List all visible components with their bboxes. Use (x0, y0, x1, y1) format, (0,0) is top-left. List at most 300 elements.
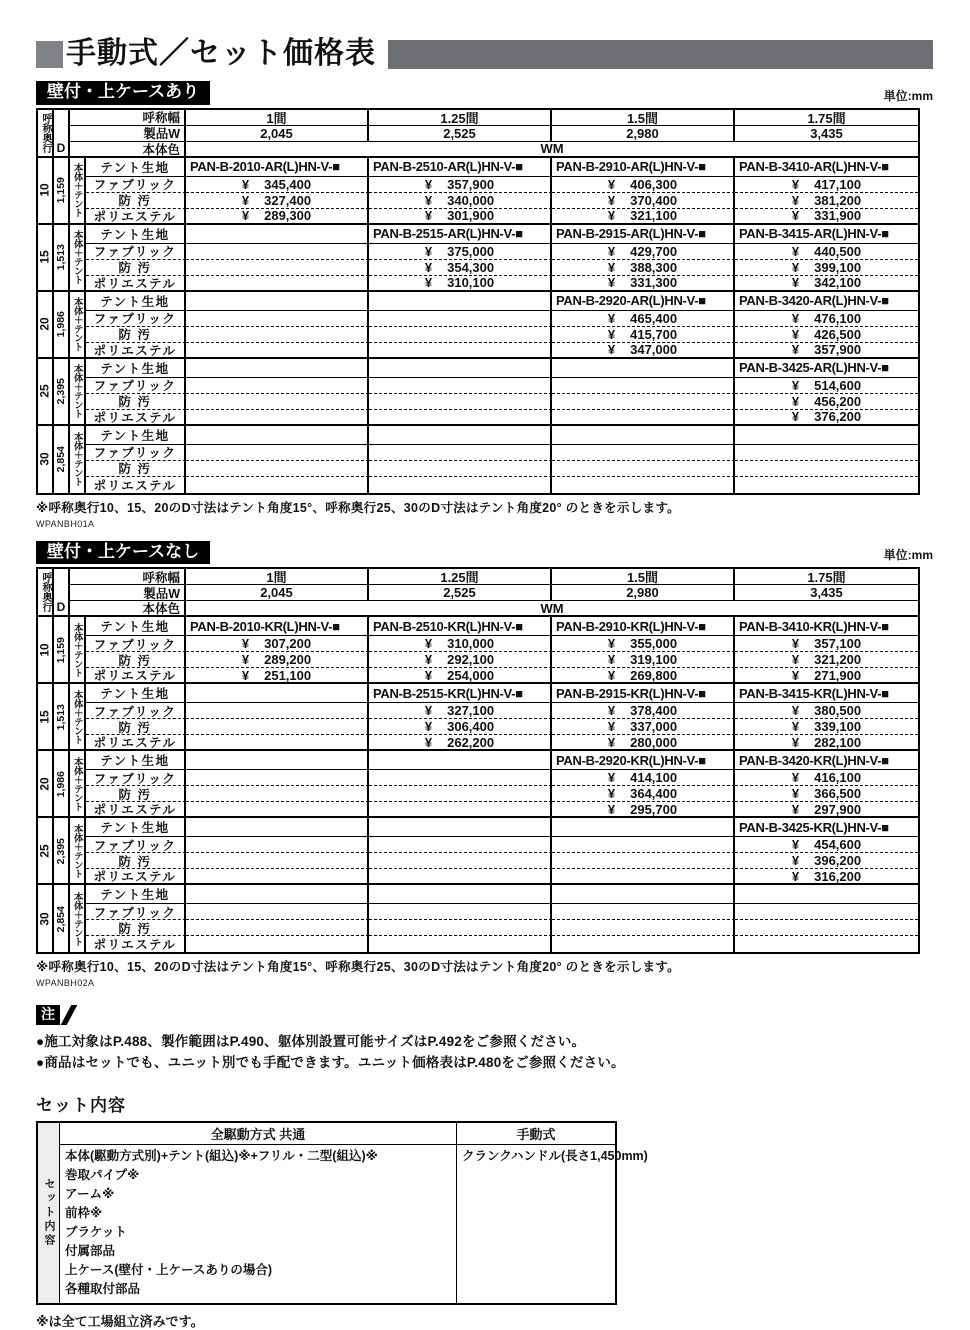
yen-sign: ¥ (791, 243, 800, 259)
price-value: 316,200 (814, 869, 862, 884)
spec-label: ファブリック (86, 445, 186, 461)
yen-sign: ¥ (607, 310, 616, 326)
price-cell (552, 461, 735, 477)
price-cell (369, 244, 552, 260)
price-value: 310,000 (447, 636, 495, 652)
spec-label: 防 汚 (86, 920, 186, 936)
spec-label: 防 汚 (86, 786, 186, 802)
price-cell (552, 936, 735, 952)
depth-axis-label: 呼称奥行 (38, 569, 54, 617)
product-code: PAN-B-2920-KR(L)HN-V-■ (552, 751, 735, 770)
set-manual-items (457, 1145, 648, 1303)
price-cell (369, 735, 552, 751)
product-code: PAN-B-2010-KR(L)HN-V-■ (186, 617, 369, 636)
header-row-label: 製品W (70, 126, 186, 142)
spec-label: ポリエステル (86, 936, 186, 952)
set-contents-table (36, 1121, 648, 1305)
spec-label: ポリエステル (86, 802, 186, 818)
set-footnote: ※は全て工場組立済みです。 (36, 1314, 204, 1330)
price-value: 307,200 (264, 636, 312, 652)
yen-sign: ¥ (241, 192, 250, 208)
product-code (186, 426, 369, 445)
yen-sign: ¥ (791, 636, 800, 652)
price-cell (552, 802, 735, 818)
product-code (369, 751, 552, 770)
product-code (552, 818, 735, 837)
set-column-header-manual: 手動式 (457, 1123, 615, 1145)
d-value: 2,854 (54, 426, 70, 493)
spec-label: ファブリック (86, 770, 186, 786)
set-item: 各種取付部品 (65, 1282, 141, 1297)
price-cell (552, 770, 735, 786)
yen-sign: ¥ (791, 192, 800, 208)
product-code: PAN-B-2915-AR(L)HN-V-■ (552, 225, 735, 244)
price-cell (186, 636, 369, 652)
yen-sign: ¥ (791, 208, 800, 224)
price-cell (369, 311, 552, 327)
set-column-header-common: 全駆動方式 共通 (60, 1123, 457, 1145)
set-contents-heading: セット内容 (36, 1096, 126, 1116)
header-row-label: 本体色 (70, 142, 186, 158)
spec-label: テント生地 (86, 617, 186, 636)
depth-value: 20 (38, 751, 54, 818)
price-cell (735, 786, 918, 802)
yen-sign: ¥ (791, 342, 800, 358)
price-cell (369, 177, 552, 193)
price-cell (552, 636, 735, 652)
yen-sign: ¥ (791, 703, 800, 719)
price-value: 388,300 (630, 259, 678, 275)
d-value: 1,159 (54, 158, 70, 225)
unit-composition-label: 本体＋テント (70, 225, 86, 292)
d-value: 1,513 (54, 225, 70, 292)
table-footnote: ※呼称奥行10、15、20のD寸法はテント角度15°、呼称奥行25、30のD寸法はテント角度20° のときを示します。 (36, 960, 680, 975)
price-cell (735, 770, 918, 786)
product-code: PAN-B-3415-KR(L)HN-V-■ (735, 684, 918, 703)
price-value: 321,100 (630, 208, 678, 224)
body-color-value: WM (186, 601, 918, 617)
yen-sign: ¥ (607, 326, 616, 342)
product-code (186, 818, 369, 837)
depth-value: 10 (38, 158, 54, 225)
product-code (186, 885, 369, 904)
yen-sign: ¥ (241, 668, 250, 683)
price-cell (552, 311, 735, 327)
spec-label: テント生地 (86, 818, 186, 837)
spec-label: 防 汚 (86, 853, 186, 869)
price-value: 414,100 (630, 770, 678, 786)
spec-label: 防 汚 (86, 652, 186, 668)
product-width-value: 2,045 (186, 585, 369, 601)
price-cell (369, 869, 552, 885)
price-cell (186, 802, 369, 818)
yen-sign: ¥ (607, 735, 616, 750)
price-cell (186, 311, 369, 327)
price-cell (186, 177, 369, 193)
price-cell (735, 276, 918, 292)
product-width-value: 2,980 (552, 126, 735, 142)
spec-label: ファブリック (86, 636, 186, 652)
yen-sign: ¥ (791, 377, 800, 393)
price-value: 399,100 (814, 259, 862, 275)
price-cell (552, 735, 735, 751)
price-value: 295,700 (630, 802, 678, 817)
price-cell (369, 343, 552, 359)
price-cell (552, 378, 735, 394)
note-item: ●施工対象はP.488、製作範囲はP.490、躯体別設置可能サイズはP.492をご参照ください。 (36, 1034, 586, 1050)
table-footnote: ※呼称奥行10、15、20のD寸法はテント角度15°、呼称奥行25、30のD寸法はテント角度20° のときを示します。 (36, 500, 680, 515)
price-cell (186, 461, 369, 477)
yen-sign: ¥ (791, 735, 800, 750)
price-cell (369, 703, 552, 719)
depth-value: 20 (38, 292, 54, 359)
yen-sign: ¥ (791, 770, 800, 786)
unit-composition-label: 本体＋テント (70, 158, 86, 225)
price-cell (369, 477, 552, 493)
spec-label: ファブリック (86, 177, 186, 193)
width-header: 1.75間 (735, 110, 918, 126)
product-code (735, 885, 918, 904)
price-cell (186, 327, 369, 343)
product-code: PAN-B-3410-KR(L)HN-V-■ (735, 617, 918, 636)
price-cell (735, 193, 918, 209)
yen-sign: ¥ (424, 176, 433, 192)
price-value: 381,200 (814, 192, 862, 208)
price-cell (186, 786, 369, 802)
price-value: 380,500 (814, 703, 862, 719)
unit-composition-label: 本体＋テント (70, 684, 86, 751)
unit-composition-label: 本体＋テント (70, 751, 86, 818)
spec-label: 防 汚 (86, 461, 186, 477)
title-square-icon (36, 41, 63, 68)
page-title: 手動式／セット価格表 (66, 37, 376, 70)
spec-label: テント生地 (86, 426, 186, 445)
set-side-label-text: セット内容 (43, 1178, 55, 1249)
price-cell (552, 719, 735, 735)
price-cell (186, 394, 369, 410)
yen-sign: ¥ (607, 243, 616, 259)
depth-value: 30 (38, 426, 54, 493)
yen-sign: ¥ (241, 636, 250, 652)
yen-sign: ¥ (791, 837, 800, 853)
spec-label: 防 汚 (86, 260, 186, 276)
price-value: 297,900 (814, 802, 862, 817)
price-cell (552, 703, 735, 719)
width-header: 1.5間 (552, 569, 735, 585)
spec-label: ポリエステル (86, 410, 186, 426)
price-value: 406,300 (630, 176, 678, 192)
product-code (369, 818, 552, 837)
header-row-label: 呼称幅 (70, 569, 186, 585)
price-value: 339,100 (814, 719, 862, 735)
price-value: 456,200 (814, 393, 862, 409)
product-width-value: 2,525 (369, 126, 552, 142)
price-cell (186, 410, 369, 426)
set-item: 本体(駆動方式別)+テント(組込)※+フリル・二型(組込)※ (65, 1149, 378, 1164)
yen-sign: ¥ (607, 342, 616, 358)
spec-label: 防 汚 (86, 719, 186, 735)
yen-sign: ¥ (791, 310, 800, 326)
price-value: 514,600 (814, 377, 862, 393)
price-value: 347,000 (630, 342, 678, 358)
d-value: 1,986 (54, 292, 70, 359)
note-item: ●商品はセットでも、ユニット別でも手配できます。ユニット価格表はP.480をご参照ください。 (36, 1055, 625, 1071)
body-color-value: WM (186, 142, 918, 158)
product-code (186, 225, 369, 244)
price-value: 454,600 (814, 837, 862, 853)
spec-label: テント生地 (86, 225, 186, 244)
price-value: 465,400 (630, 310, 678, 326)
price-cell (735, 343, 918, 359)
set-side-label (38, 1123, 60, 1303)
d-value: 2,395 (54, 818, 70, 885)
price-value: 417,100 (814, 176, 862, 192)
product-code (369, 885, 552, 904)
product-code: PAN-B-2915-KR(L)HN-V-■ (552, 684, 735, 703)
depth-value: 15 (38, 225, 54, 292)
spec-label: ファブリック (86, 311, 186, 327)
yen-sign: ¥ (607, 719, 616, 735)
price-cell (552, 445, 735, 461)
d-value: 1,513 (54, 684, 70, 751)
depth-value: 25 (38, 359, 54, 426)
price-cell (735, 410, 918, 426)
price-cell (735, 477, 918, 493)
product-width-value: 2,045 (186, 126, 369, 142)
yen-sign: ¥ (607, 176, 616, 192)
yen-sign: ¥ (607, 770, 616, 786)
yen-sign: ¥ (607, 786, 616, 802)
price-cell (735, 636, 918, 652)
spec-label: テント生地 (86, 158, 186, 177)
price-value: 310,100 (447, 275, 495, 291)
yen-sign: ¥ (424, 719, 433, 735)
price-cell (735, 445, 918, 461)
spec-label: テント生地 (86, 292, 186, 311)
price-cell (369, 786, 552, 802)
price-cell (735, 703, 918, 719)
notes-section (36, 1004, 933, 1073)
price-value: 321,200 (814, 652, 862, 668)
price-cell (369, 410, 552, 426)
depth-value: 30 (38, 885, 54, 952)
spec-label: テント生地 (86, 751, 186, 770)
yen-sign: ¥ (424, 259, 433, 275)
product-code: PAN-B-3415-AR(L)HN-V-■ (735, 225, 918, 244)
yen-sign: ¥ (791, 786, 800, 802)
price-cell (186, 652, 369, 668)
yen-sign: ¥ (424, 703, 433, 719)
product-code: PAN-B-3420-KR(L)HN-V-■ (735, 751, 918, 770)
price-table-without-case (36, 567, 920, 954)
yen-sign: ¥ (424, 652, 433, 668)
product-code (552, 426, 735, 445)
price-cell (735, 244, 918, 260)
header-row-label: 呼称幅 (70, 110, 186, 126)
price-cell (735, 209, 918, 225)
price-cell (735, 311, 918, 327)
price-value: 440,500 (814, 243, 862, 259)
page-title-row (36, 36, 933, 72)
spec-label: テント生地 (86, 684, 186, 703)
price-value: 345,400 (264, 176, 312, 192)
yen-sign: ¥ (607, 703, 616, 719)
yen-sign: ¥ (791, 668, 800, 683)
price-cell (552, 244, 735, 260)
product-code (552, 885, 735, 904)
price-cell (369, 461, 552, 477)
d-value: 1,986 (54, 751, 70, 818)
spec-label: ファブリック (86, 703, 186, 719)
price-cell (735, 461, 918, 477)
product-code: PAN-B-2910-AR(L)HN-V-■ (552, 158, 735, 177)
price-cell (552, 904, 735, 920)
spec-label: ポリエステル (86, 668, 186, 684)
unit-composition-label: 本体＋テント (70, 359, 86, 426)
price-value: 262,200 (447, 735, 495, 750)
yen-sign: ¥ (607, 652, 616, 668)
price-cell (735, 719, 918, 735)
product-code: PAN-B-3420-AR(L)HN-V-■ (735, 292, 918, 311)
yen-sign: ¥ (424, 735, 433, 750)
price-table-with-case (36, 108, 920, 495)
spec-label: ポリエステル (86, 869, 186, 885)
width-header: 1間 (186, 110, 369, 126)
section-with-upper-case (36, 81, 933, 529)
price-cell (735, 904, 918, 920)
yen-sign: ¥ (424, 275, 433, 291)
price-cell (735, 394, 918, 410)
section-badge-without-case: 壁付・上ケースなし (36, 541, 210, 565)
price-cell (552, 177, 735, 193)
price-value: 370,400 (630, 192, 678, 208)
price-value: 342,100 (814, 275, 862, 291)
yen-sign: ¥ (241, 176, 250, 192)
yen-sign: ¥ (791, 259, 800, 275)
price-cell (552, 327, 735, 343)
price-value: 357,900 (447, 176, 495, 192)
set-common-items (60, 1145, 457, 1303)
price-value: 476,100 (814, 310, 862, 326)
price-value: 306,400 (447, 719, 495, 735)
spec-label: 防 汚 (86, 327, 186, 343)
note-badge-row (36, 1004, 933, 1026)
price-value: 426,500 (814, 326, 862, 342)
price-value: 416,100 (814, 770, 862, 786)
set-item: ブラケット (65, 1225, 127, 1240)
price-value: 327,400 (264, 192, 312, 208)
product-code: PAN-B-3425-KR(L)HN-V-■ (735, 818, 918, 837)
product-width-value: 3,435 (735, 585, 918, 601)
price-cell (369, 668, 552, 684)
price-cell (186, 193, 369, 209)
yen-sign: ¥ (424, 636, 433, 652)
price-cell (186, 735, 369, 751)
yen-sign: ¥ (241, 208, 250, 224)
d-axis-label: D (54, 569, 70, 617)
product-code (735, 426, 918, 445)
unit-label: 単位:mm (883, 548, 933, 563)
note-slash-icon (61, 1005, 78, 1025)
price-cell (186, 719, 369, 735)
price-value: 301,900 (447, 208, 495, 224)
d-value: 2,395 (54, 359, 70, 426)
price-cell (186, 276, 369, 292)
set-item: 巻取パイプ※ (65, 1168, 140, 1183)
price-cell (186, 260, 369, 276)
price-cell (186, 904, 369, 920)
yen-sign: ¥ (791, 853, 800, 869)
price-cell (735, 652, 918, 668)
set-item: クランクハンドル(長さ1,450mm) (462, 1149, 648, 1164)
price-value: 355,000 (630, 636, 678, 652)
price-cell (369, 394, 552, 410)
price-cell (552, 853, 735, 869)
price-cell (552, 260, 735, 276)
price-cell (369, 636, 552, 652)
note-badge: 注 (36, 1005, 60, 1025)
width-header: 1間 (186, 569, 369, 585)
price-cell (186, 668, 369, 684)
yen-sign: ¥ (607, 192, 616, 208)
price-value: 327,100 (447, 703, 495, 719)
product-code (369, 292, 552, 311)
product-code (186, 684, 369, 703)
price-value: 396,200 (814, 853, 862, 869)
price-cell (552, 410, 735, 426)
set-item: 付属部品 (65, 1244, 116, 1259)
spec-label: 防 汚 (86, 193, 186, 209)
yen-sign: ¥ (424, 243, 433, 259)
yen-sign: ¥ (791, 409, 800, 425)
price-value: 319,100 (630, 652, 678, 668)
price-cell (369, 770, 552, 786)
set-item: 前枠※ (65, 1206, 103, 1221)
yen-sign: ¥ (607, 802, 616, 817)
product-code (186, 292, 369, 311)
price-cell (735, 936, 918, 952)
header-row-label: 製品W (70, 585, 186, 601)
price-value: 357,900 (814, 342, 862, 358)
title-bar-decoration (388, 40, 933, 69)
spec-label: テント生地 (86, 885, 186, 904)
yen-sign: ¥ (791, 176, 800, 192)
price-cell (186, 770, 369, 786)
set-item: 上ケース(壁付・上ケースありの場合) (65, 1263, 273, 1278)
price-cell (735, 378, 918, 394)
price-cell (369, 853, 552, 869)
product-code: PAN-B-2010-AR(L)HN-V-■ (186, 158, 369, 177)
depth-value: 10 (38, 617, 54, 684)
yen-sign: ¥ (607, 636, 616, 652)
spec-label: ファブリック (86, 378, 186, 394)
price-value: 251,100 (264, 668, 312, 683)
spec-label: ポリエステル (86, 477, 186, 493)
price-cell (552, 920, 735, 936)
price-value: 378,400 (630, 703, 678, 719)
price-cell (552, 394, 735, 410)
price-cell (735, 260, 918, 276)
product-width-value: 2,525 (369, 585, 552, 601)
price-cell (552, 786, 735, 802)
price-cell (186, 343, 369, 359)
product-code (552, 359, 735, 378)
spec-label: ポリエステル (86, 276, 186, 292)
depth-value: 25 (38, 818, 54, 885)
product-code (186, 359, 369, 378)
section-head (36, 81, 933, 105)
yen-sign: ¥ (791, 393, 800, 409)
